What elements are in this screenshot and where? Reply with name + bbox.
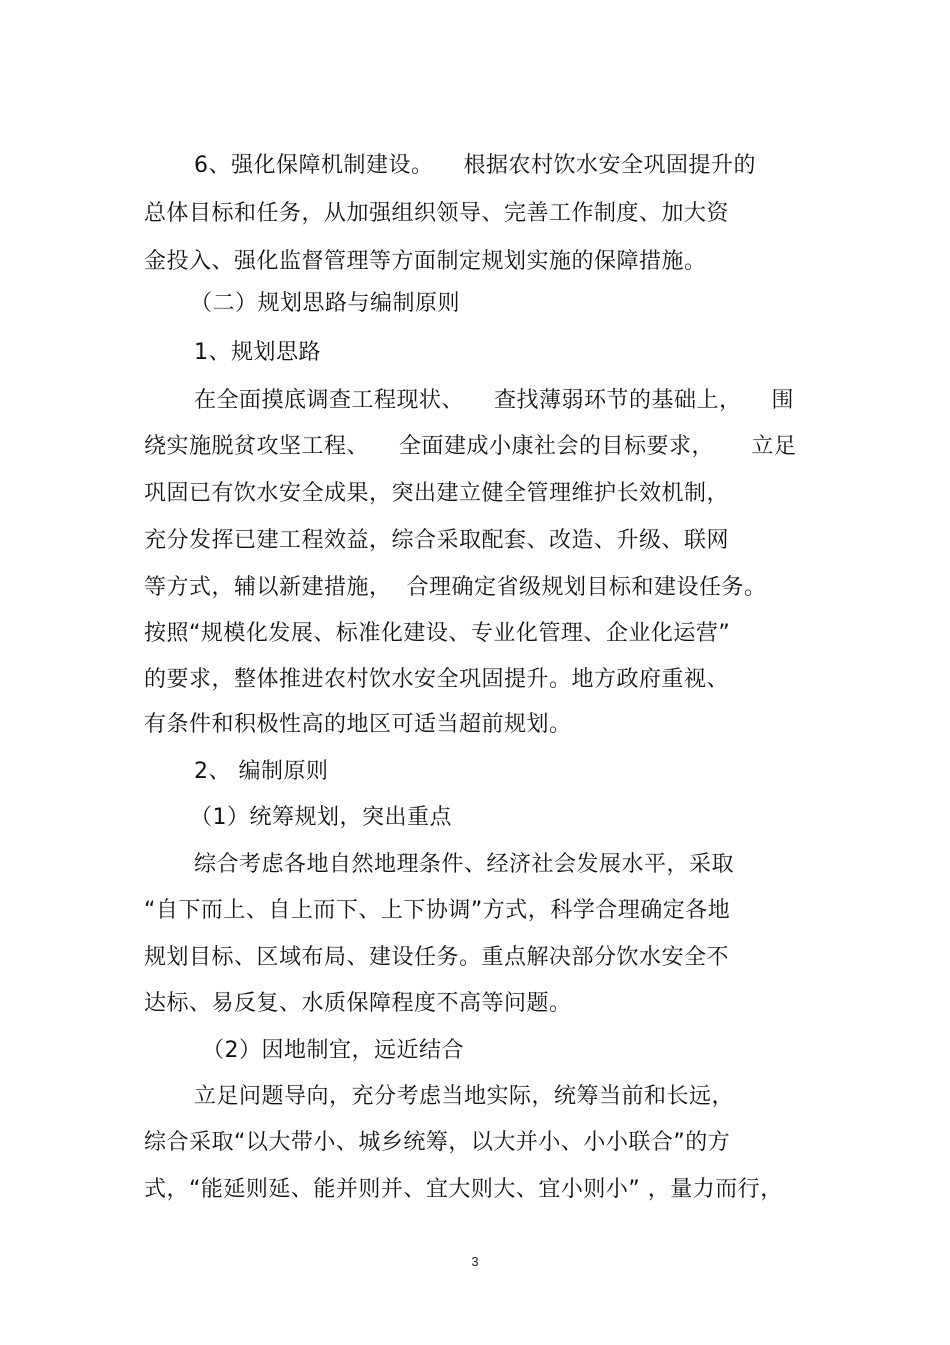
text-line: 立足问题导向，充分考虑当地实际，统筹当前和长远， [194, 1084, 735, 1109]
text-line: 有条件和积极性高的地区可适当超前规划。 [144, 712, 572, 737]
text-line: 充分发挥已建工程效益，综合采取配套、改造、升级、联网 [144, 528, 730, 553]
text-line: 的要求，整体推进农村饮水安全巩固提升。地方政府重视、 [144, 667, 730, 692]
text-line: 按照“规模化发展、标准化建设、专业化管理、企业化运营” [144, 621, 731, 646]
text-line: 总体目标和任务，从加强组织领导、完善工作制度、加大资 [144, 201, 730, 226]
text-line: 式，“能延则延、能并则并、宜大则大、宜小则小” ，量力而行， [144, 1177, 783, 1202]
text-line: 在全面摸底调查工程现状、 查找薄弱环节的基础上， 围 [194, 388, 794, 413]
text-line: 巩固已有饮水安全成果，突出建立健全管理维护长效机制， [144, 481, 730, 506]
text-line: “自下而上、自上而下、上下协调”方式，科学合理确定各地 [144, 898, 731, 923]
text-line: 达标、易反复、水质保障程度不高等问题。 [144, 991, 572, 1016]
item-heading: （2）因地制宜，远近结合 [202, 1038, 464, 1063]
text-line: 综合采取“以大带小、城乡统筹，以大并小、小小联合”的方 [144, 1130, 731, 1155]
text-line: 金投入、强化监督管理等方面制定规划实施的保障措施。 [144, 249, 707, 274]
text-line: 6、强化保障机制建设。 根据农村饮水安全巩固提升的 [194, 153, 756, 178]
page-number: 3 [471, 1254, 479, 1269]
text-line: 绕实施脱贫攻坚工程、 全面建成小康社会的目标要求， 立足 [144, 434, 797, 459]
subsection-heading: 2、 编制原则 [194, 759, 329, 784]
text-line: 综合考虑各地自然地理条件、经济社会发展水平，采取 [194, 852, 735, 877]
section-heading: （二）规划思路与编制原则 [190, 291, 461, 316]
item-heading: （1）统筹规划，突出重点 [190, 805, 452, 830]
text-line: 规划目标、区域布局、建设任务。重点解决部分饮水安全不 [144, 945, 730, 970]
subsection-heading: 1、规划思路 [194, 340, 321, 365]
text-line: 等方式，辅以新建措施， 合理确定省级规划目标和建设任务。 [144, 575, 767, 600]
